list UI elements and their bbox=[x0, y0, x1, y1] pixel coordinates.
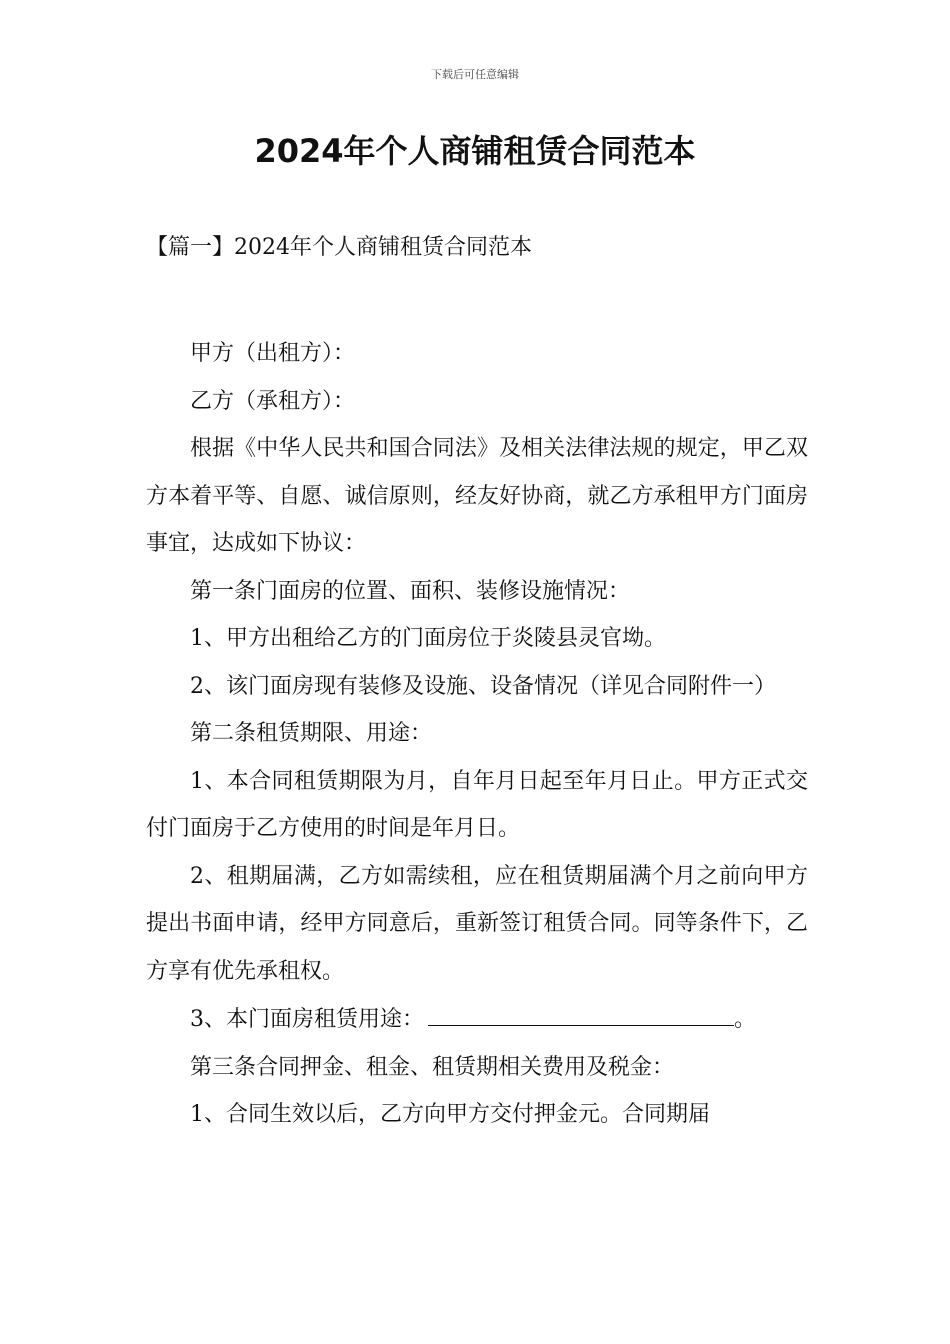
header-note: 下载后可任意编辑 bbox=[431, 68, 519, 81]
article-2-item-1: 1、本合同租赁期限为月，自年月日起至年月日止。甲方正式交付门面房于乙方使用的时间是年月日。 bbox=[146, 768, 808, 841]
article-1-heading: 第一条门面房的位置、面积、装修设施情况： bbox=[190, 578, 631, 604]
party-a-line: 甲方（出租方）： bbox=[190, 341, 356, 366]
party-b-line: 乙方（承租方）： bbox=[190, 388, 356, 414]
section-subtitle: 【篇一】2024年个人商铺租赁合同范本 bbox=[146, 235, 532, 260]
usage-label: 3、本门面房租赁用途： bbox=[190, 1007, 424, 1032]
document-body bbox=[146, 330, 808, 1139]
usage-end-mark: 。 bbox=[734, 1007, 757, 1032]
article-1-item-2: 2、该门面房现有装修及设施、设备情况（详见合同附件一） bbox=[190, 673, 776, 699]
document-title: 2024年个人商铺租赁合同范本 bbox=[254, 132, 696, 170]
usage-blank-line bbox=[428, 995, 734, 1026]
article-2-item-2: 2、租期届满，乙方如需续租，应在租赁期届满个月之前向甲方提出书面申请，经甲方同意后，重新签订租赁合同。同等条件下，乙方享有优先承租权。 bbox=[146, 863, 808, 984]
article-3-heading: 第三条合同押金、租金、租赁期相关费用及税金： bbox=[190, 1054, 675, 1080]
article-3-item-1: 1、合同生效以后，乙方向甲方交付押金元。合同期届 bbox=[190, 1102, 710, 1127]
article-2-heading: 第二条租赁期限、用途： bbox=[190, 721, 433, 746]
article-2-item-3 bbox=[146, 995, 808, 1044]
preamble-paragraph: 根据《中华人民共和国合同法》及相关法律法规的规定，甲乙双方本着平等、自愿、诚信原则，经友好协商，就乙方承租甲方门面房事宜，达成如下协议： bbox=[146, 436, 808, 556]
article-1-item-1: 1、甲方出租给乙方的门面房位于炎陵县灵官坳。 bbox=[190, 626, 666, 651]
